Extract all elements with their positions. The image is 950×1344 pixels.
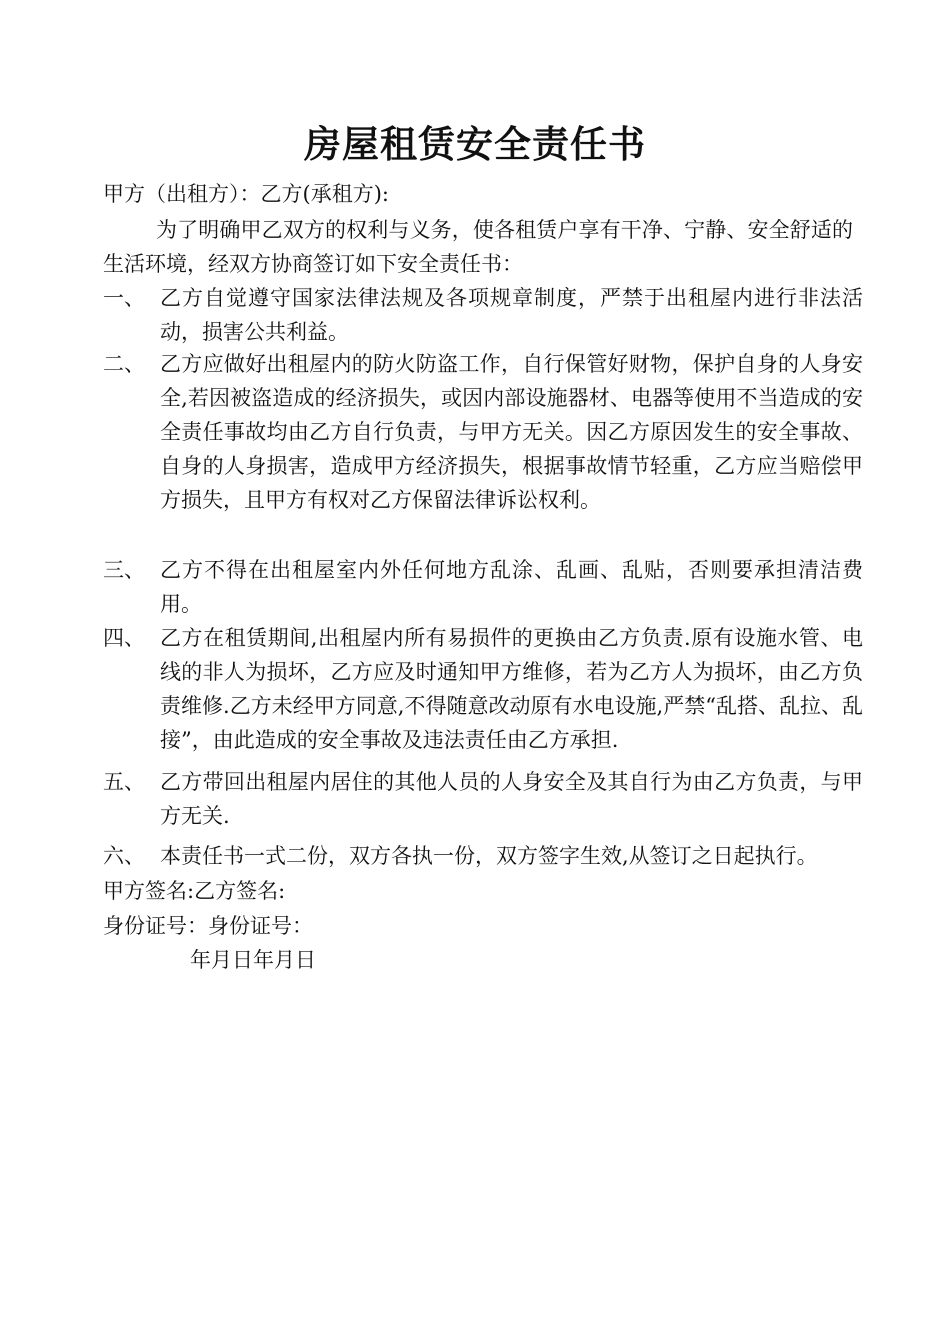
clause-2: [103, 347, 863, 517]
clause-1: [103, 281, 863, 349]
date-line: 年月日年月日: [190, 948, 316, 972]
clause-text: 本责任书一式二份，双方各执一份，双方签字生效,从签订之日起执行。: [160, 844, 818, 868]
clause-text: 乙方带回出租屋内居住的其他人员的人身安全及其自行为由乙方负责，与甲方无关.: [160, 770, 863, 828]
clause-number: 五、: [103, 770, 145, 794]
clause-6: [103, 839, 863, 873]
clause-text: 乙方自觉遵守国家法律法规及各项规章制度，严禁于出租屋内进行非法活动，损害公共利益。: [160, 286, 863, 344]
clause-number: 一、: [103, 286, 145, 310]
parties-line: 甲方（出租方）：乙方(承租方):: [103, 182, 389, 206]
clause-text: 乙方不得在出租屋室内外任何地方乱涂、乱画、乱贴，否则要承担清洁费用。: [160, 558, 863, 616]
clause-number: 三、: [103, 558, 145, 582]
clause-5: [103, 765, 863, 833]
clause-number: 四、: [103, 626, 145, 650]
clause-number: 二、: [103, 352, 145, 376]
clause-number: 六、: [103, 844, 145, 868]
id-number-line: 身份证号：身份证号：: [103, 914, 313, 938]
document-title: 房屋租赁安全责任书: [304, 122, 646, 166]
clause-text: 乙方应做好出租屋内的防火防盗工作，自行保管好财物，保护自身的人身安全,若因被盗造成的经济损失，或因内部设施器材、电器等使用不当造成的安全责任事故均由乙方自行负责，与甲方无关。因乙方原因发生的安全事故、自身的人身损害，造成甲方经济损失，根据事故情节轻重，乙方应当赔偿甲方损失，且甲方有权对乙方保留法律诉讼权利。: [160, 352, 863, 512]
clause-text: 乙方在租赁期间,出租屋内所有易损件的更换由乙方负责.原有设施水管、电线的非人为损坏，乙方应及时通知甲方维修，若为乙方人为损坏，由乙方负责维修.乙方未经甲方同意,不得随意改动原有水电设施,严禁“乱搭、乱拉、乱接”，由此造成的安全事故及违法责任由乙方承担.: [160, 626, 863, 752]
signature-line: 甲方签名:乙方签名:: [103, 879, 286, 903]
intro-paragraph: 为了明确甲乙双方的权利与义务，使各租赁户享有干净、宁静、安全舒适的生活环境，经双方协商签订如下安全责任书：: [103, 218, 853, 276]
clause-3: [103, 553, 863, 621]
clause-4: [103, 621, 863, 757]
